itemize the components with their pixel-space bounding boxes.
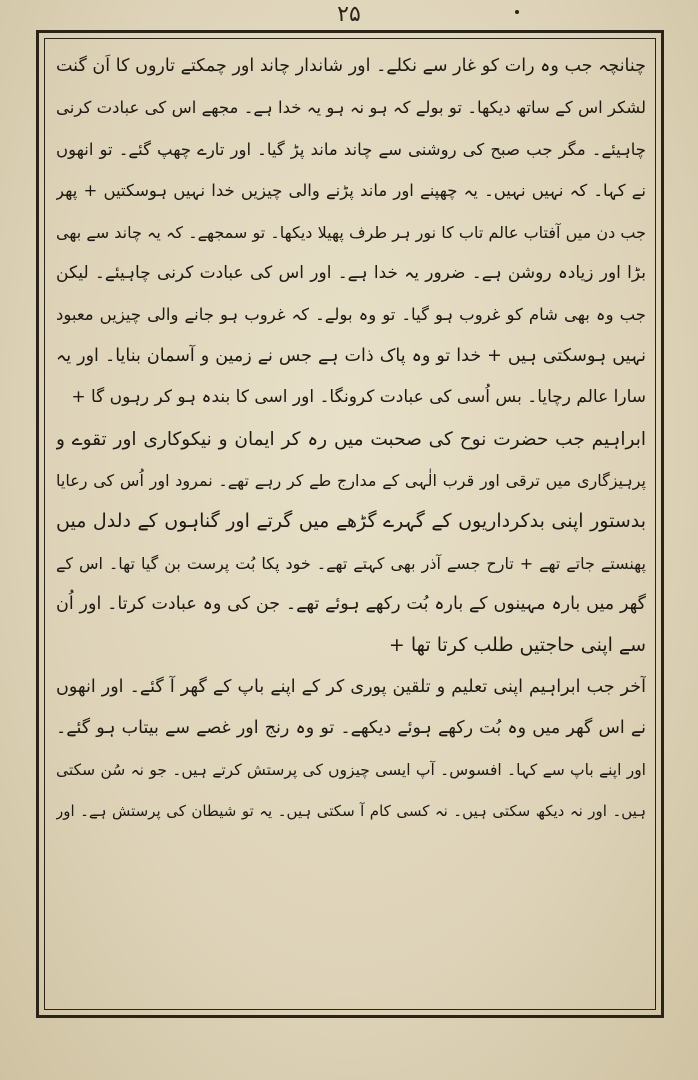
- paragraph-end-line: سارا عالم رچایا۔ بس اُسی کی عبادت کرونگا۔ اور اسی کا بندہ ہو کر رہوں گا +: [71, 387, 646, 408]
- paragraph-end-line: سے اپنی حاجتیں طلب کرتا تھا +: [388, 634, 646, 657]
- text-line: نے اس گھر میں وہ بُت رکھے ہوئے دیکھے۔ تو وہ رنج اور غصے سے بیتاب ہو گئے۔: [56, 718, 646, 739]
- text-line: جب وہ بھی شام کو غروب ہو گیا۔ تو وہ بولے۔ کہ غروب ہو جانے والی چیزیں معبود: [56, 305, 646, 325]
- text-line: اور اپنے باپ سے کہا۔ افسوس۔ آپ ایسی چیزوں کی پرستش کرتے ہیں۔ جو نہ سُن سکتی: [56, 760, 646, 779]
- text-line: ہیں۔ اور نہ دیکھ سکتی ہیں۔ نہ کسی کام آ سکتی ہیں۔ یہ تو شیطان کی پرستش ہے۔ اور: [56, 802, 646, 821]
- text-line: بدستور اپنی بدکرداریوں کے گہرے گڑھے میں گرتے اور گناہوں کے دلدل میں: [56, 510, 646, 533]
- text-line: پرہیزگاری میں ترقی اور قرب الٰہی کے مدارج طے کر رہے تھے۔ نمرود اور اُس کی رعایا: [56, 470, 646, 490]
- text-line: جب دن میں آفتاب عالم تاب کا نور ہر طرف پھیلا دیکھا۔ تو سمجھے۔ کہ یہ چاند سے بھی: [56, 222, 646, 242]
- text-line: بڑا اور زیادہ روشن ہے۔ ضرور یہ خدا ہے۔ اور اس کی عبادت کرنی چاہیئے۔ لیکن: [56, 262, 646, 283]
- text-line: لشکر اس کے ساتھ دیکھا۔ تو بولے کہ ہو نہ ہو یہ خدا ہے۔ مجھے اس کی عبادت کرنی: [56, 98, 646, 118]
- text-line: نہیں ہوسکتی ہیں + خدا تو وہ پاک ذات ہے جس نے زمین و آسمان بنایا۔ اور یہ: [56, 345, 646, 366]
- text-line: آخر جب ابراہیم اپنی تعلیم و تلقین پوری کر کے اپنے باپ کے گھر آ گئے۔ اور انھوں: [56, 676, 646, 697]
- ink-dot: [515, 10, 519, 14]
- text-line: نے کہا۔ کہ نہیں نہیں۔ یہ چھپنے اور ماند پڑنے والی چیزیں خدا نہیں ہوسکتیں + پھر: [56, 181, 646, 201]
- text-line: چنانچہ جب وہ رات کو غار سے نکلے۔ اور شاندار چاند اور چمکتے تاروں کا اَن گنت: [56, 56, 646, 76]
- text-line: چاہیئے۔ مگر جب صبح کی روشنی سے چاند ماند پڑ گیا۔ اور تارے چھپ گئے۔ تو انھوں: [56, 139, 646, 159]
- page-number: ۲۵: [337, 2, 361, 27]
- text-line: گھر میں بارہ مہینوں کے بارہ بُت رکھے ہوئے تھے۔ جن کی وہ عبادت کرتا۔ اور اُن: [56, 594, 646, 615]
- text-body: [56, 46, 646, 996]
- text-line: پھنستے جاتے تھے + تارح جسے آذر بھی کہتے تھے۔ خود پکا بُت پرست بن گیا تھا۔ اس کے: [56, 553, 646, 573]
- text-line: ابراہیم جب حضرت نوح کی صحبت میں رہ کر ایمان و نیکوکاری اور تقوے و: [56, 428, 646, 450]
